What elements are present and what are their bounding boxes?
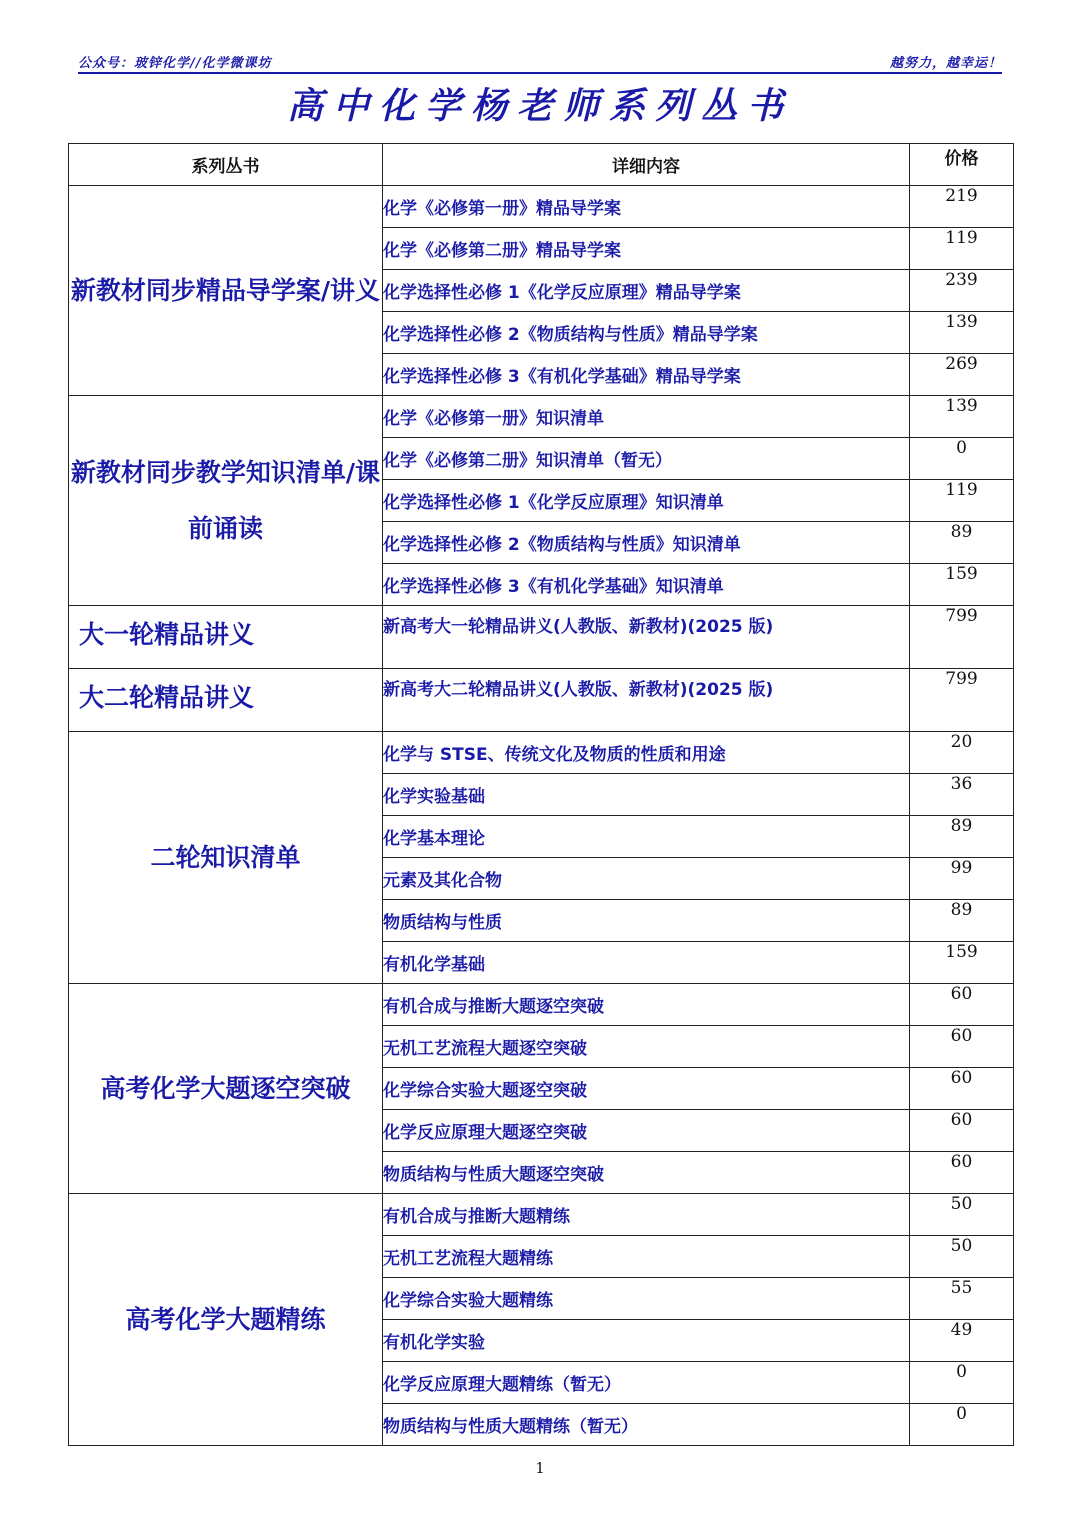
- item-name: 无机工艺流程大题精练: [383, 1236, 910, 1278]
- column-header-details: 详细内容: [383, 144, 910, 186]
- item-name: 化学选择性必修 1《化学反应原理》精品导学案: [383, 270, 910, 312]
- item-price: 799: [910, 669, 1014, 732]
- catalog-body: [69, 186, 1014, 1446]
- item-name: 化学反应原理大题逐空突破: [383, 1110, 910, 1152]
- item-price: 799: [910, 606, 1014, 669]
- table-row: [69, 1194, 1014, 1236]
- header-right-text: 越努力，越幸运！: [889, 56, 1002, 71]
- item-name: 物质结构与性质大题精练（暂无）: [383, 1404, 910, 1446]
- header-left-text: 公众号：玻锌化学//化学微课坊: [78, 56, 272, 71]
- item-price: 60: [910, 1110, 1014, 1152]
- item-name: 化学反应原理大题精练（暂无）: [383, 1362, 910, 1404]
- item-price: 20: [910, 732, 1014, 774]
- table-row: [69, 396, 1014, 438]
- column-header-series: 系列丛书: [69, 144, 383, 186]
- series-name: 高考化学大题逐空突破: [69, 984, 383, 1194]
- item-price: 89: [910, 816, 1014, 858]
- item-name: 化学《必修第一册》精品导学案: [383, 186, 910, 228]
- item-price: 50: [910, 1194, 1014, 1236]
- series-name: 新教材同步教学知识清单/课前诵读: [69, 396, 383, 606]
- item-name: 化学综合实验大题精练: [383, 1278, 910, 1320]
- series-name: 大二轮精品讲义: [69, 669, 383, 732]
- series-name: 大一轮精品讲义: [69, 606, 383, 669]
- item-name: 有机合成与推断大题逐空突破: [383, 984, 910, 1026]
- item-price: 60: [910, 984, 1014, 1026]
- item-price: 50: [910, 1236, 1014, 1278]
- table-row: [69, 186, 1014, 228]
- item-name: 物质结构与性质大题逐空突破: [383, 1152, 910, 1194]
- item-price: 139: [910, 312, 1014, 354]
- table-row: [69, 606, 1014, 669]
- item-name: 新高考大一轮精品讲义(人教版、新教材)(2025 版): [383, 606, 910, 669]
- series-name: 二轮知识清单: [69, 732, 383, 984]
- item-name: 化学与 STSE、传统文化及物质的性质和用途: [383, 732, 910, 774]
- item-price: 89: [910, 900, 1014, 942]
- item-price: 269: [910, 354, 1014, 396]
- item-price: 119: [910, 228, 1014, 270]
- table-header-row: [69, 144, 1014, 186]
- item-price: 219: [910, 186, 1014, 228]
- item-name: 化学选择性必修 2《物质结构与性质》精品导学案: [383, 312, 910, 354]
- item-price: 159: [910, 564, 1014, 606]
- table-row: [69, 984, 1014, 1026]
- item-name: 化学选择性必修 3《有机化学基础》精品导学案: [383, 354, 910, 396]
- item-price: 55: [910, 1278, 1014, 1320]
- item-price: 36: [910, 774, 1014, 816]
- page-number: 1: [535, 1459, 545, 1477]
- item-price: 139: [910, 396, 1014, 438]
- item-price: 0: [910, 438, 1014, 480]
- table-row: [69, 669, 1014, 732]
- series-name: 新教材同步精品导学案/讲义: [69, 186, 383, 396]
- item-price: 239: [910, 270, 1014, 312]
- item-name: 化学综合实验大题逐空突破: [383, 1068, 910, 1110]
- item-name: 无机工艺流程大题逐空突破: [383, 1026, 910, 1068]
- item-name: 化学《必修第二册》知识清单（暂无）: [383, 438, 910, 480]
- column-header-price: 价格: [910, 144, 1014, 186]
- item-name: 元素及其化合物: [383, 858, 910, 900]
- item-price: 0: [910, 1362, 1014, 1404]
- item-name: 化学实验基础: [383, 774, 910, 816]
- item-name: 新高考大二轮精品讲义(人教版、新教材)(2025 版): [383, 669, 910, 732]
- catalog-table: [68, 143, 1014, 1446]
- item-price: 49: [910, 1320, 1014, 1362]
- item-name: 化学基本理论: [383, 816, 910, 858]
- item-name: 有机合成与推断大题精练: [383, 1194, 910, 1236]
- item-name: 有机化学实验: [383, 1320, 910, 1362]
- item-name: 有机化学基础: [383, 942, 910, 984]
- item-price: 0: [910, 1404, 1014, 1446]
- item-name: 化学选择性必修 3《有机化学基础》知识清单: [383, 564, 910, 606]
- item-price: 89: [910, 522, 1014, 564]
- page-header: [78, 52, 1002, 74]
- item-name: 化学选择性必修 1《化学反应原理》知识清单: [383, 480, 910, 522]
- item-name: 化学《必修第一册》知识清单: [383, 396, 910, 438]
- item-price: 60: [910, 1068, 1014, 1110]
- item-price: 60: [910, 1026, 1014, 1068]
- item-price: 99: [910, 858, 1014, 900]
- series-name: 高考化学大题精练: [69, 1194, 383, 1446]
- item-name: 化学选择性必修 2《物质结构与性质》知识清单: [383, 522, 910, 564]
- item-price: 119: [910, 480, 1014, 522]
- item-name: 物质结构与性质: [383, 900, 910, 942]
- page-title: 高中化学杨老师系列丛书: [286, 85, 793, 127]
- item-price: 60: [910, 1152, 1014, 1194]
- table-row: [69, 732, 1014, 774]
- item-price: 159: [910, 942, 1014, 984]
- item-name: 化学《必修第二册》精品导学案: [383, 228, 910, 270]
